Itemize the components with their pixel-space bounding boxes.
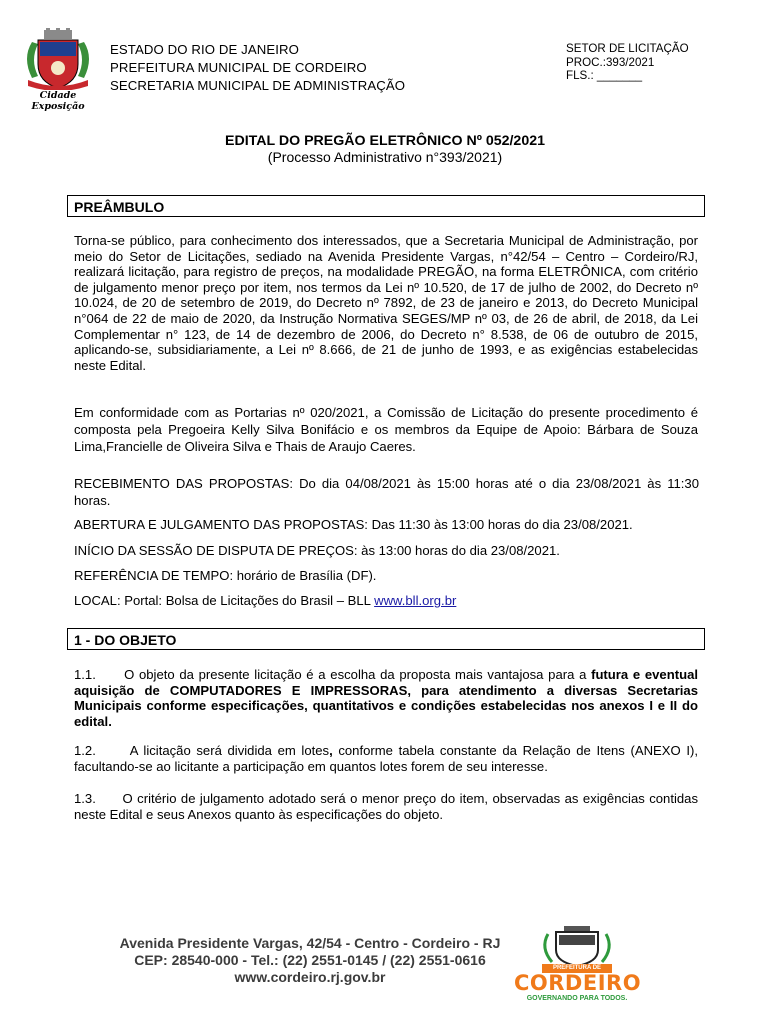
abertura-text: ABERTURA E JULGAMENTO DAS PROPOSTAS: Das 11:30 às 13:00 horas do dia 23/08/2021. xyxy=(74,517,633,532)
item-number: 1.2. xyxy=(74,743,96,758)
city-crest-logo xyxy=(18,28,98,112)
item-comma: , xyxy=(329,743,333,758)
cordeiro-footer-logo xyxy=(512,924,642,1004)
bll-website-link[interactable]: www.bll.org.br xyxy=(374,593,457,608)
item-text-continued: conforme tabela constante da Relação de Itens (ANEXO I), facultando-se ao licitante a participação em quantos lotes forem de seu interesse. xyxy=(74,743,698,774)
preambulo-paragraph-1: Torna-se público, para conhecimento dos interessados, que a Secretaria Municipal de Administração, por meio do Setor de Licitações, sediado na Avenida Presidente Vargas, n°42/54 – Centro – Cordeiro/RJ, realizará licitação, para registro de preços, na modalidade PREGÃO, na forma ELETRÔNICA, com critério de julgamento menor preço por item, nos termos da Lei nº 10.520, de 17 de julho de 2002, do Decreto nº 10.024, de 20 de setembro de 2019, do Decreto nº 7892, de 23 de janeiro e 2013, do Decreto Municipal n°064 de 22 de maio de 2020, da Instrução Normativa SEGES/MP nº 03, de 26 de abril, de 2018, da Lei Complementar n° 123, de 14 de dezembro de 2006, do Decreto n° 8.538, de 06 de outubro de 2015, aplicando-se, subsidiariamente, a Lei nº 8.666, de 21 de junho de 1993, e as exigências estabelecidas neste Edital. xyxy=(74,233,698,373)
footer-logo-ribbon: PREFEITURA DE xyxy=(542,964,612,973)
local-text xyxy=(74,593,704,609)
header-secretariat: SECRETARIA MUNICIPAL DE ADMINISTRAÇÃO xyxy=(110,78,406,93)
footer-logo-name: CORDEIRO xyxy=(514,971,642,995)
inicio-text: INÍCIO DA SESSÃO DE DISPUTA DE PREÇOS: às 13:00 horas do dia 23/08/2021. xyxy=(74,543,560,558)
crest-shield-icon xyxy=(18,28,98,90)
setor-proc: PROC.:393/2021 xyxy=(566,55,655,69)
item-text: A licitação será dividida em lotes xyxy=(129,743,330,758)
footer-website: www.cordeiro.rj.gov.br xyxy=(234,969,386,985)
section-heading-objeto: 1 - DO OBJETO xyxy=(67,628,705,650)
header-prefecture: PREFEITURA MUNICIPAL DE CORDEIRO xyxy=(110,60,367,75)
local-prefix: LOCAL: Portal: Bolsa de Licitações do Brasil – BLL xyxy=(74,593,375,608)
item-text: O critério de julgamento adotado será o menor preço do item, observadas as exigências contidas neste Edital e seus Anexos quanto às especificações do objeto. xyxy=(74,791,698,822)
setor-fls: FLS.: _______ xyxy=(566,69,643,82)
item-text-bold: futura e eventual aquisição de COMPUTADORES E IMPRESSORAS, para atendimento a diversas Secretarias Municipais conforme especificações, quantitativos e condições estabelecidas nos anexos I e II do edital. xyxy=(74,667,698,729)
referencia-text: REFERÊNCIA DE TEMPO: horário de Brasília (DF). xyxy=(74,568,377,583)
item-text: O objeto da presente licitação é a escolha da proposta mais vantajosa para a xyxy=(124,667,592,682)
preambulo-paragraph-2: Em conformidade com as Portarias nº 020/2021, a Comissão de Licitação do presente procedimento é composta pela Pregoeira Kelly Silva Bonifácio e os membros da Equipe de Apoio: Bárbara de Souza Lima,Francielle de Oliveira Silva e Thais de Araujo Caeres. xyxy=(74,405,698,454)
footer-cep-phone: CEP: 28540-000 - Tel.: (22) 2551-0145 / (22) 2551-0616 xyxy=(134,952,486,968)
header-org xyxy=(110,41,405,95)
objeto-item-1-1 xyxy=(74,667,698,729)
objeto-item-1-3 xyxy=(74,791,698,823)
setor-name: SETOR DE LICITAÇÃO xyxy=(566,42,689,55)
setor-block xyxy=(566,42,689,83)
footer-logo-slogan: GOVERNANDO PARA TODOS. xyxy=(526,995,628,1002)
crest-caption: Cidade Exposição xyxy=(31,90,85,112)
page-title: EDITAL DO PREGÃO ELETRÔNICO Nº 052/2021 xyxy=(224,133,545,149)
section-heading-preambulo: PREÂMBULO xyxy=(67,195,705,217)
recebimento-text: RECEBIMENTO DAS PROPOSTAS: Do dia 04/08/2021 às 15:00 horas até o dia 23/08/2021 às 11:30 horas. xyxy=(74,476,699,508)
item-number: 1.1. xyxy=(74,667,96,682)
objeto-item-1-2 xyxy=(74,743,698,775)
page-subtitle: (Processo Administrativo n°393/2021) xyxy=(267,149,503,165)
footer-address: Avenida Presidente Vargas, 42/54 - Centro - Cordeiro - RJ xyxy=(119,935,501,951)
item-number: 1.3. xyxy=(74,791,96,806)
footer-crest-icon xyxy=(512,924,642,968)
header-state: ESTADO DO RIO DE JANEIRO xyxy=(110,42,300,57)
